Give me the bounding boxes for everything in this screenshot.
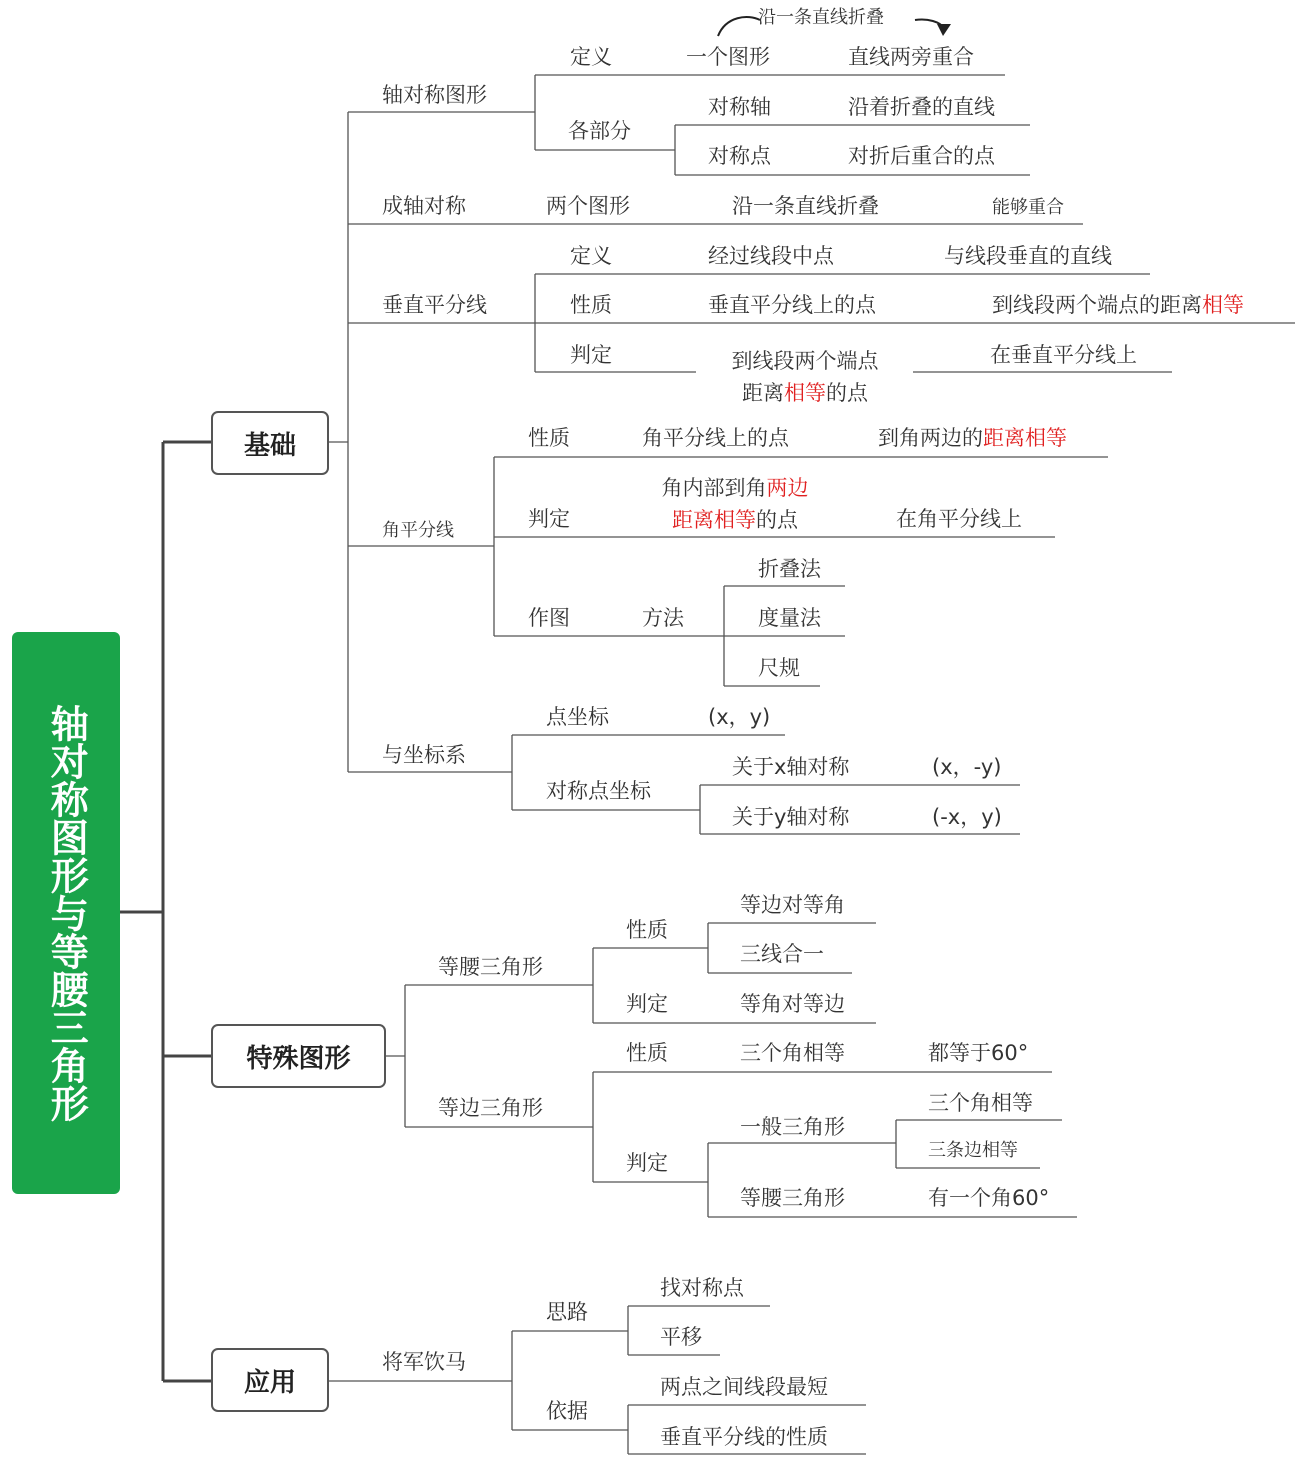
- node-on-pb: 在垂直平分线上: [990, 343, 1137, 367]
- node-iso-triangle: 等腰三角形: [740, 1186, 845, 1210]
- node-translate: 平移: [660, 1325, 702, 1349]
- fold-arrowhead: [937, 24, 951, 36]
- node-fold-method: 折叠法: [758, 557, 821, 581]
- node-ab-judge-condition: 角内部到角两边 距离相等的点: [661, 476, 809, 532]
- node-fold-along-line: 沿一条直线折叠: [732, 194, 879, 218]
- node-axis-desc: 沿着折叠的直线: [848, 95, 995, 119]
- node-point-coord: 点坐标: [546, 705, 609, 729]
- node-pb-judge-condition: 到线段两个端点 距离相等的点: [731, 349, 879, 405]
- node-axis-figure: 轴对称图形: [382, 83, 487, 107]
- node-through-midpoint: 经过线段中点: [708, 244, 834, 268]
- node-one-angle-60: 有一个角60°: [928, 1186, 1050, 1210]
- node-basis: 依据: [546, 1399, 588, 1423]
- node-symmetry-axis: 对称轴: [708, 95, 771, 119]
- root-node: [12, 632, 120, 1194]
- node-special-figures: 特殊图形: [211, 1024, 386, 1088]
- node-two-figures: 两个图形: [546, 194, 630, 218]
- node-one-figure: 一个图形: [686, 45, 770, 69]
- node-angle-bisector: 角平分线: [382, 520, 454, 541]
- node-iso-judge: 判定: [626, 992, 668, 1016]
- node-perp-line: 与线段垂直的直线: [944, 244, 1112, 268]
- node-eq-property: 性质: [626, 1041, 668, 1065]
- fold-note: 沿一条直线折叠: [758, 7, 884, 28]
- connector-line: [329, 112, 348, 772]
- node-idea: 思路: [546, 1300, 588, 1324]
- node-pb-judge: 判定: [570, 343, 612, 367]
- node-equal-angles-sides: 等角对等边: [740, 992, 845, 1016]
- node-iso-property: 性质: [626, 918, 668, 942]
- node-general-horse: 将军饮马: [382, 1350, 466, 1374]
- node-construction: 作图: [528, 606, 570, 630]
- node-equal-distance-endpoints: 到线段两个端点的距离相等: [992, 293, 1244, 317]
- node-about-y: 关于y轴对称: [732, 805, 850, 829]
- root-title: 轴对称图形与等腰三角形: [44, 704, 89, 1122]
- node-pb-def: 定义: [570, 244, 612, 268]
- node-point-desc: 对折后重合的点: [848, 144, 995, 168]
- node-basic: 基础: [211, 411, 329, 475]
- node-equilateral: 等边三角形: [438, 1096, 543, 1120]
- node-equal-sides-angles: 等边对等角: [740, 893, 845, 917]
- node-shortest-segment: 两点之间线段最短: [660, 1375, 828, 1399]
- node-coincide-both-sides: 直线两旁重合: [848, 45, 974, 69]
- node-three-sides-equal: 三条边相等: [928, 1140, 1018, 1161]
- node-equal-distance-sides: 到角两边的距离相等: [878, 426, 1067, 450]
- node-application: 应用: [211, 1348, 329, 1412]
- node-neg-x-y: (-x，y): [932, 805, 1002, 829]
- node-find-sym-point: 找对称点: [660, 1276, 744, 1300]
- node-about-x: 关于x轴对称: [732, 755, 850, 779]
- node-eq-judge: 判定: [626, 1151, 668, 1175]
- node-point-on-pb: 垂直平分线上的点: [708, 293, 876, 317]
- node-perp-bisector: 垂直平分线: [382, 293, 487, 317]
- node-pb-property: 性质: [570, 293, 612, 317]
- node-ab-judge: 判定: [528, 507, 570, 531]
- node-three-angles-equal: 三个角相等: [928, 1091, 1033, 1115]
- trunk-line: [120, 442, 211, 1381]
- node-symmetry-point: 对称点: [708, 144, 771, 168]
- node-coordinates: 与坐标系: [382, 743, 466, 767]
- node-axial-symmetry: 成轴对称: [382, 194, 466, 218]
- node-x-neg-y: (x，-y): [932, 755, 1002, 779]
- node-three-lines: 三线合一: [740, 942, 824, 966]
- node-three-equal-angles: 三个角相等: [740, 1041, 845, 1065]
- node-isosceles: 等腰三角形: [438, 955, 543, 979]
- node-axis-def: 定义: [570, 45, 612, 69]
- node-can-coincide: 能够重合: [992, 197, 1064, 218]
- node-method: 方法: [642, 606, 684, 630]
- node-general-triangle: 一般三角形: [740, 1115, 845, 1139]
- node-on-ab: 在角平分线上: [896, 507, 1022, 531]
- node-all-60: 都等于60°: [928, 1041, 1029, 1065]
- node-measure-method: 度量法: [758, 606, 821, 630]
- node-point-on-ab: 角平分线上的点: [642, 426, 789, 450]
- node-ab-property: 性质: [528, 426, 570, 450]
- node-xy: (x，y): [708, 705, 771, 729]
- node-sym-coord: 对称点坐标: [546, 779, 651, 803]
- node-pb-property-basis: 垂直平分线的性质: [660, 1425, 828, 1449]
- node-parts: 各部分: [568, 119, 631, 143]
- connector-line: [386, 985, 405, 1127]
- node-compass-ruler: 尺规: [758, 656, 800, 680]
